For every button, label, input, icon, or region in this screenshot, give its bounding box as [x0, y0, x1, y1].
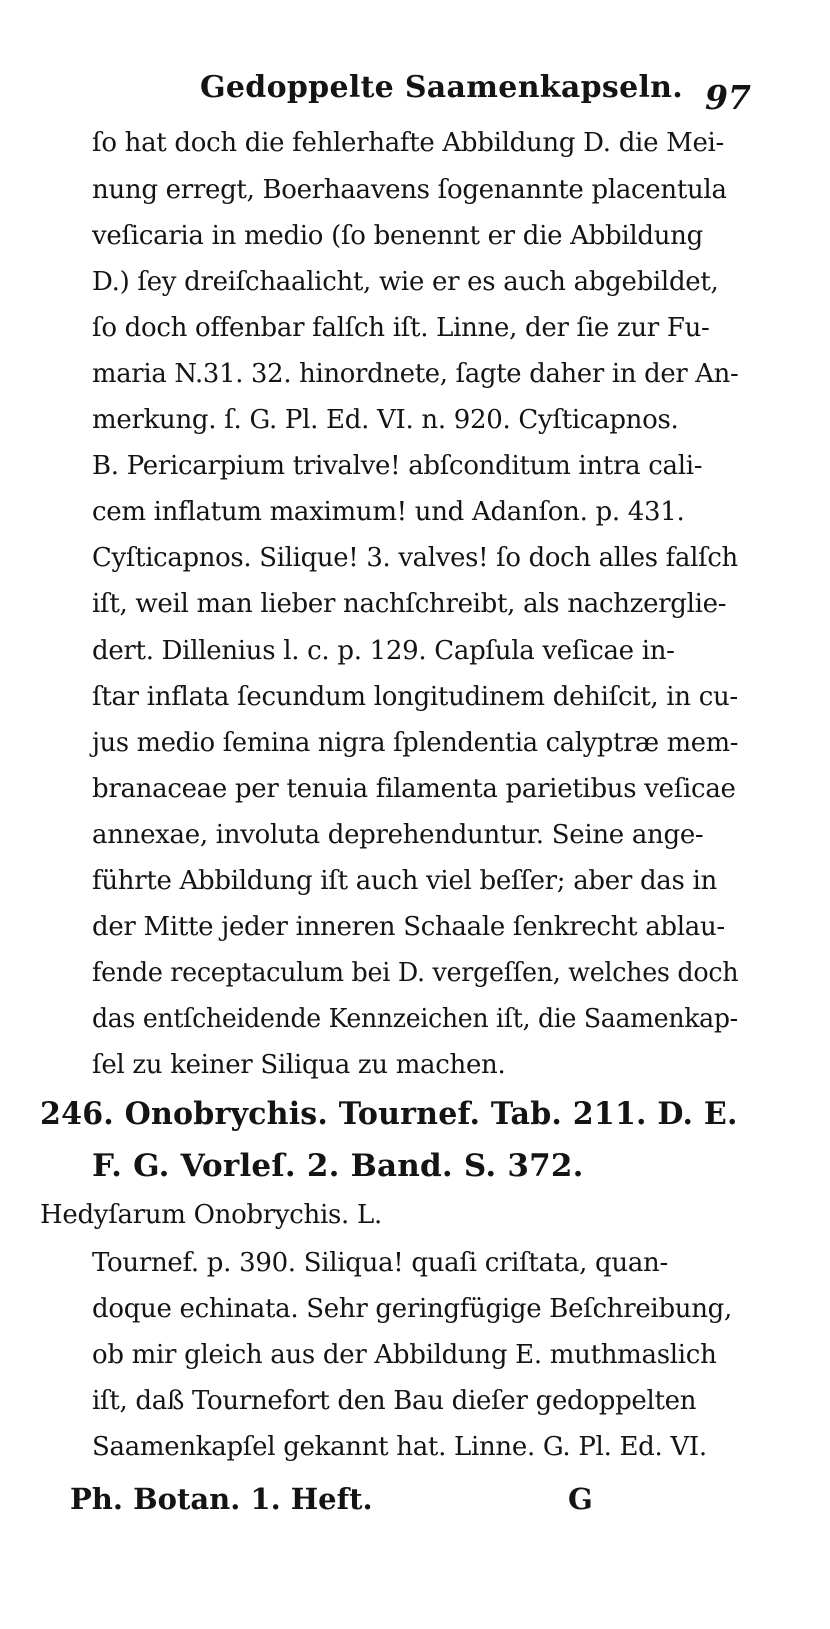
- text-line: maria N.31. 32. hinordnete, ſagte daher in der An-: [92, 359, 739, 389]
- text-line: nung erregt, Boerhaavens ſogenannte placentula: [92, 175, 727, 205]
- text-line: Saamenkapſel gekannt hat. Linne. G. Pl. Ed. VI.: [92, 1432, 707, 1462]
- text-line: annexae, involuta deprehenduntur. Seine ange-: [92, 820, 704, 850]
- text-line: Tournef. p. 390. Siliqua! quaſi criſtata, quan-: [92, 1248, 668, 1278]
- text-line: cem inflatum maximum! und Adanſon. p. 431.: [92, 497, 685, 527]
- text-line: iſt, daß Tournefort den Bau dieſer gedoppelten: [92, 1386, 697, 1416]
- entry-heading: 246. Onobrychis. Tournef. Tab. 211. D. E.: [40, 1096, 738, 1132]
- text-line: B. Pericarpium trivalve! abſconditum intra cali-: [92, 451, 703, 481]
- text-line: führte Abbildung iſt auch viel beſſer; aber das in: [92, 866, 717, 896]
- text-line: der Mitte jeder inneren Schaale ſenkrecht ablau-: [92, 912, 725, 942]
- text-line: iſt, weil man lieber nachſchreibt, als nachzerglie-: [92, 589, 727, 619]
- text-line: doque echinata. Sehr geringfügige Beſchreibung,: [92, 1294, 732, 1324]
- text-line: ob mir gleich aus der Abbildung E. muthmaslich: [92, 1340, 717, 1370]
- text-line: jus medio ſemina nigra ſplendentia calyptræ mem-: [92, 728, 739, 758]
- running-title: Gedoppelte Saamenkapseln.: [200, 70, 684, 105]
- signature-mark: Ph. Botan. 1. Heft.: [70, 1482, 373, 1516]
- text-line: dert. Dillenius l. c. p. 129. Capſula veſicae in-: [92, 636, 675, 666]
- text-line: ſel zu keiner Siliqua zu machen.: [92, 1050, 506, 1080]
- text-line: branaceae per tenuia filamenta parietibus veſicae: [92, 774, 736, 804]
- text-line: merkung. ſ. G. Pl. Ed. VI. n. 920. Cyſticapnos.: [92, 405, 679, 435]
- text-line: fende receptaculum bei D. vergeſſen, welches doch: [92, 958, 739, 988]
- text-line: ſo hat doch die fehlerhafte Abbildung D. die Mei-: [92, 128, 725, 158]
- text-line: ſtar inflata ſecundum longitudinem dehiſcit, in cu-: [92, 682, 738, 712]
- signature-letter: G: [568, 1482, 593, 1516]
- text-line: veſicaria in medio (ſo benennt er die Abbildung: [92, 221, 703, 251]
- entry-heading-continued: F. G. Vorleſ. 2. Band. S. 372.: [92, 1148, 584, 1184]
- text-line: Cyſticapnos. Silique! 3. valves! ſo doch alles falſch: [92, 543, 738, 573]
- text-line: ſo doch offenbar falſch iſt. Linne, der ſie zur Fu-: [92, 313, 710, 343]
- text-line: das entſcheidende Kennzeichen iſt, die Saamenkap-: [92, 1004, 738, 1034]
- page-number: 97: [705, 78, 751, 117]
- text-line: D.) ſey dreiſchaalicht, wie er es auch abgebildet,: [92, 267, 719, 297]
- synonym-line: Hedyſarum Onobrychis. L.: [40, 1200, 382, 1230]
